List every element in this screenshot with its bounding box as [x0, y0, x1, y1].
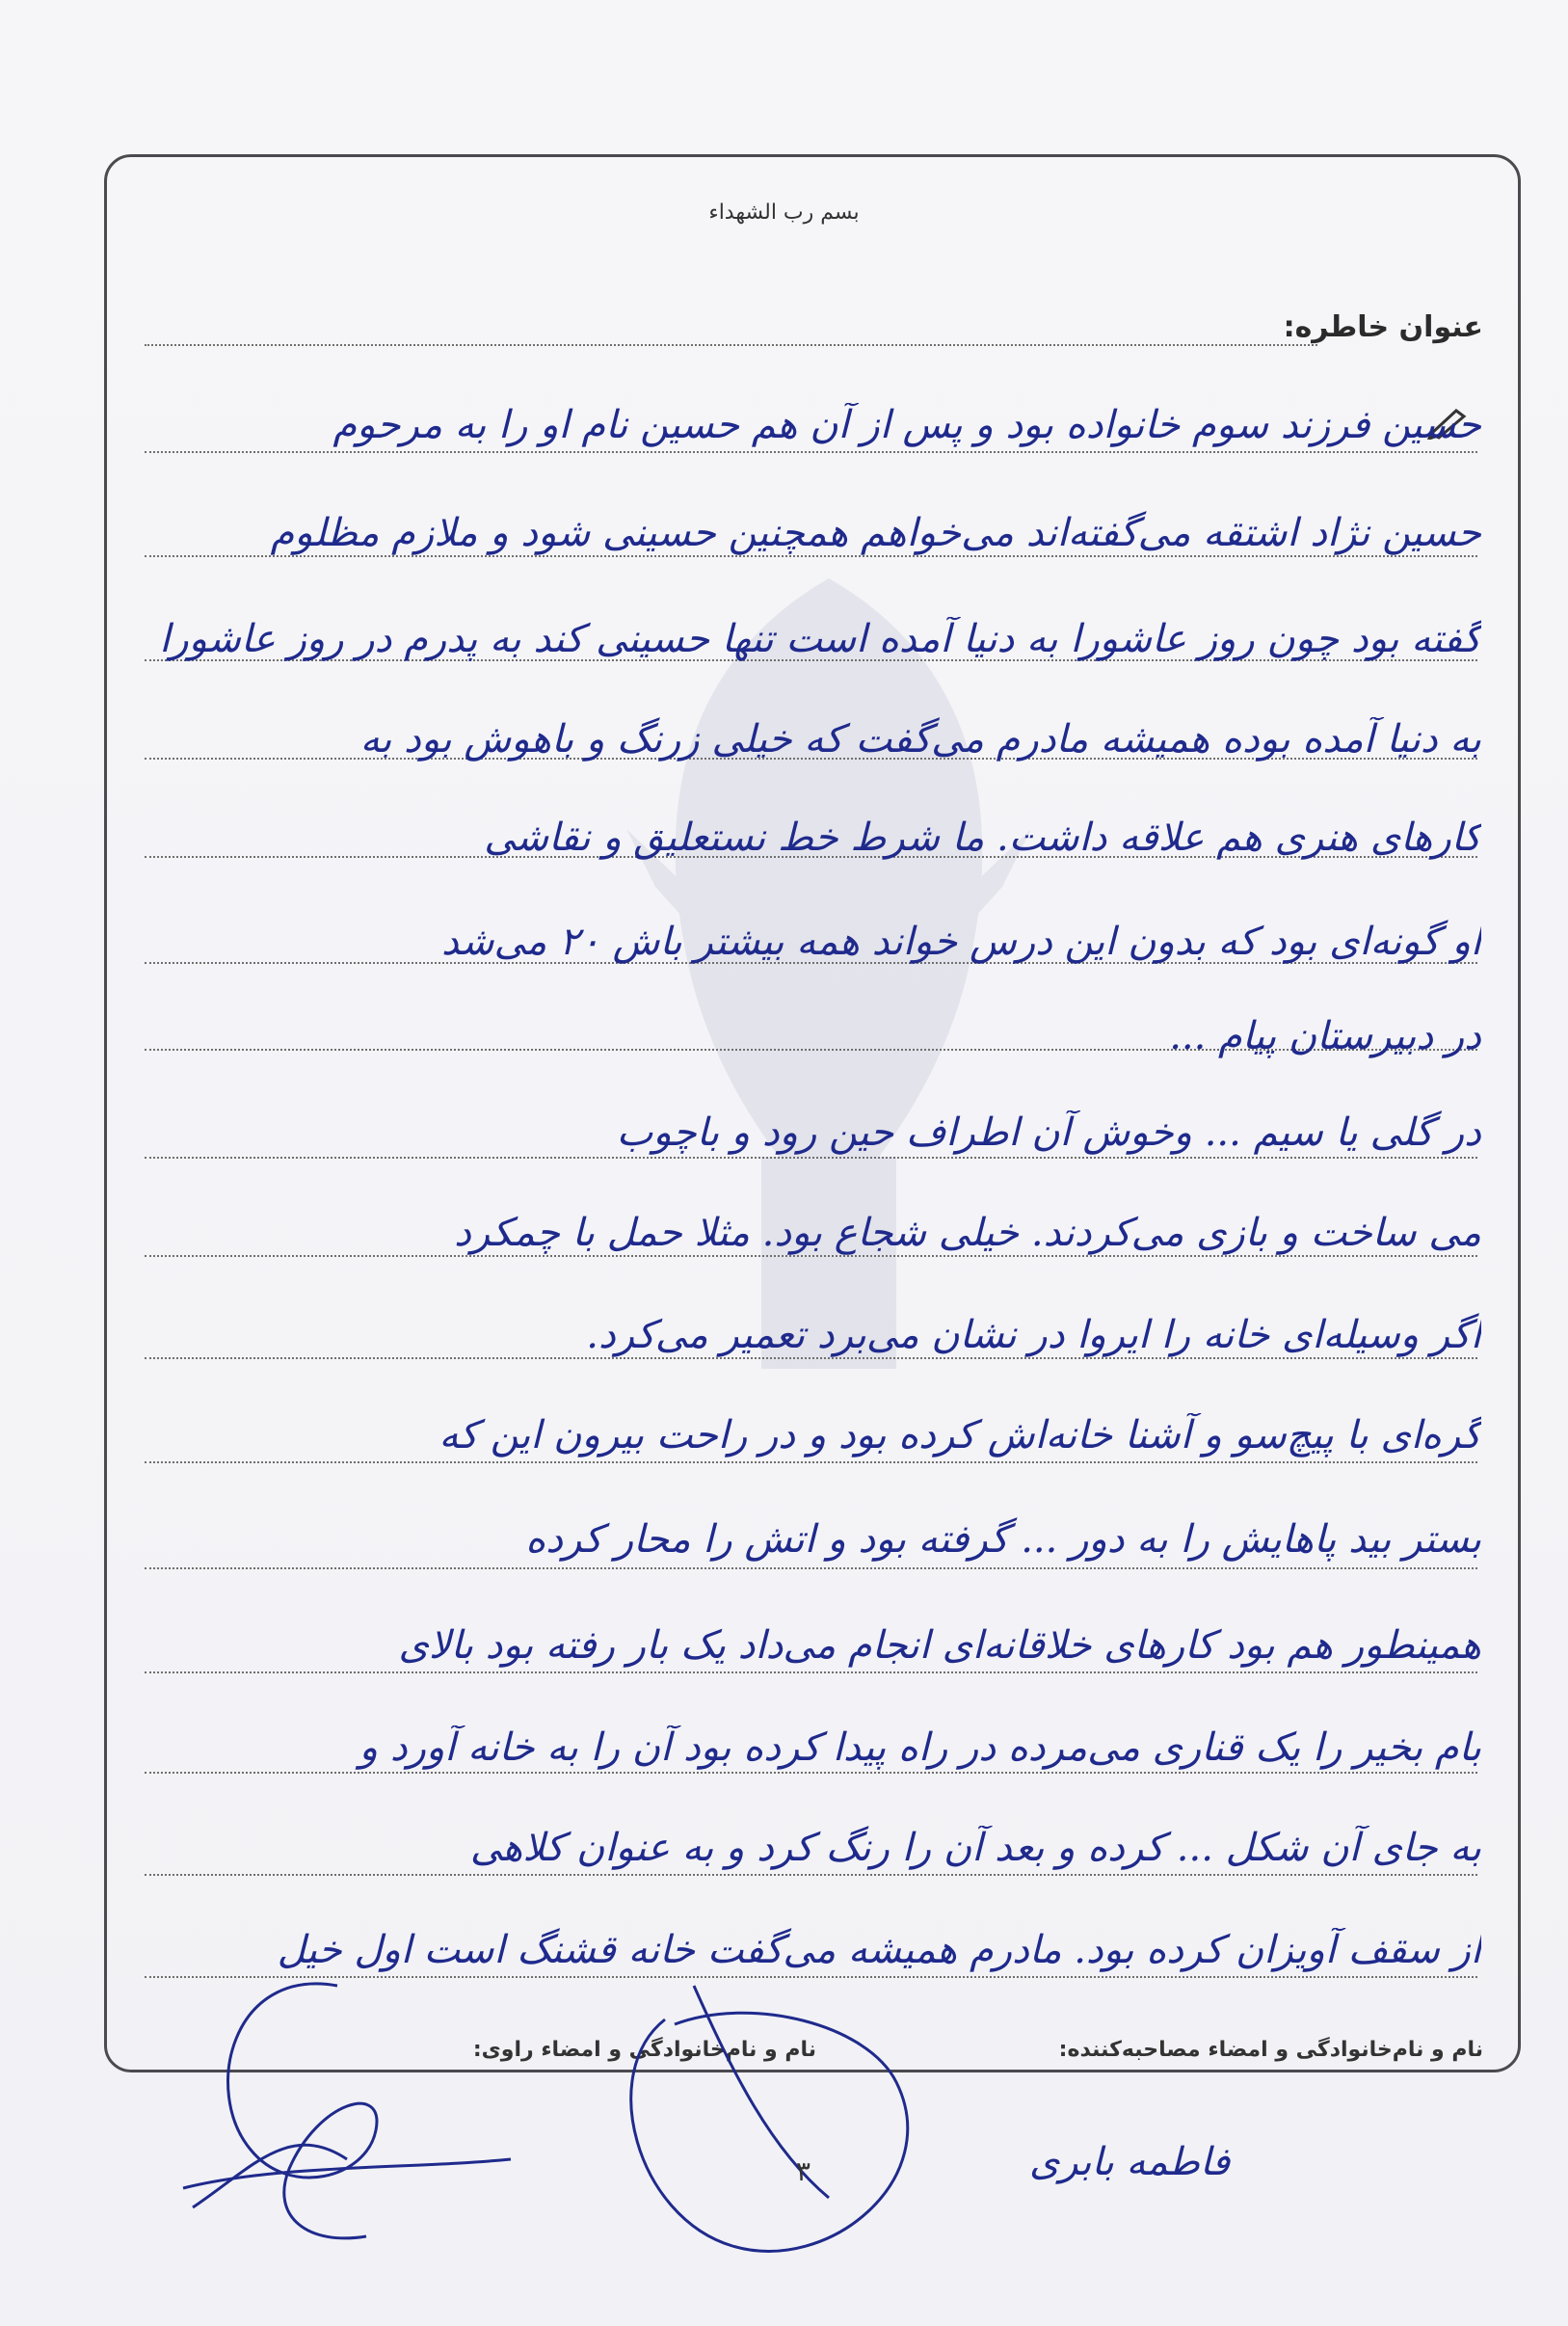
handwritten-line: می ساخت و بازی می‌کردند. خیلی شجاع بود. مثلا حمل با چمکرد — [454, 1211, 1481, 1255]
ruled-line — [145, 555, 1477, 557]
ruled-line — [145, 1157, 1477, 1159]
ruled-line — [145, 1671, 1477, 1673]
handwritten-line: حسین فرزند سوم خانواده بود و پس از آن هم حسین نام او را به مرحوم — [332, 403, 1481, 447]
narrator-signature-label: نام و نام‌خانوادگی و امضاء راوی: — [472, 2038, 816, 2062]
handwritten-line: کارهای هنری هم علاقه داشت. ما شرط خط نستعلیق و نقاشی — [484, 815, 1481, 860]
handwritten-line: او گونه‌ای بود که بدون این درس خواند همه بیشتر باش ۲۰ می‌شد — [440, 920, 1481, 964]
ruled-line — [145, 1461, 1477, 1463]
handwritten-line: در دبیرستان پیام ... — [1169, 1014, 1481, 1058]
ruled-line — [145, 1567, 1477, 1569]
memo-title-line — [145, 344, 1317, 346]
ruled-line — [145, 451, 1477, 453]
handwritten-line: بستر بید پاهایش را به دور ... گرفته بود و اتش را محار کرده — [525, 1517, 1481, 1562]
handwritten-line: گفته بود چون روز عاشورا به دنیا آمده است تنها حسینی کند به پدرم در روز عاشورا — [159, 617, 1481, 661]
handwritten-line: حسین نژاد اشتقه می‌گفته‌اند می‌خواهم همچنین حسینی شود و ملازم مظلوم — [270, 511, 1481, 555]
page-number: ۳ — [796, 2155, 811, 2187]
handwritten-line: اگر وسیله‌ای خانه را ایروا در نشان می‌برد تعمیر می‌کرد. — [586, 1313, 1481, 1357]
ruled-line — [145, 1976, 1477, 1978]
handwritten-line: به جای آن شکل ... کرده و بعد آن را رنگ کرد و به عنوان کلاهی — [469, 1826, 1481, 1870]
memo-title-label: عنوان خاطره: — [1283, 310, 1483, 344]
handwritten-line: همینطور هم بود کارهای خلاقانه‌ای انجام می‌داد یک بار رفته بود بالای — [398, 1623, 1481, 1668]
handwritten-line: در گلی یا سیم ... وخوش آن اطراف حین رود و باچوب — [616, 1110, 1481, 1155]
ruled-line — [145, 1255, 1477, 1257]
signature-name: فاطمه بابری — [1029, 2140, 1231, 2184]
handwritten-line: بام بخیر را یک قناری می‌مرده در راه پیدا کرده بود آن را به خانه آورد و — [359, 1725, 1481, 1770]
interviewer-signature-label: نام و نام‌خانوادگی و امضاء مصاحبه‌کننده: — [1058, 2038, 1483, 2062]
handwritten-line: به دنیا آمده بوده همیشه مادرم می‌گفت که خیلی زرنگ و باهوش بود به — [359, 717, 1481, 762]
handwritten-line: از سقف آویزان کرده بود. مادرم همیشه می‌گفت خانه قشنگ است اول خیل — [277, 1928, 1481, 1972]
ruled-line — [145, 1874, 1477, 1876]
ruled-line — [145, 1772, 1477, 1774]
handwritten-line: گره‌ای با پیچ‌سو و آشنا خانه‌اش کرده بود و در راحت بیرون این که — [439, 1413, 1481, 1457]
page-title: بسم رب الشهداء — [708, 201, 860, 225]
ruled-line — [145, 1357, 1477, 1359]
